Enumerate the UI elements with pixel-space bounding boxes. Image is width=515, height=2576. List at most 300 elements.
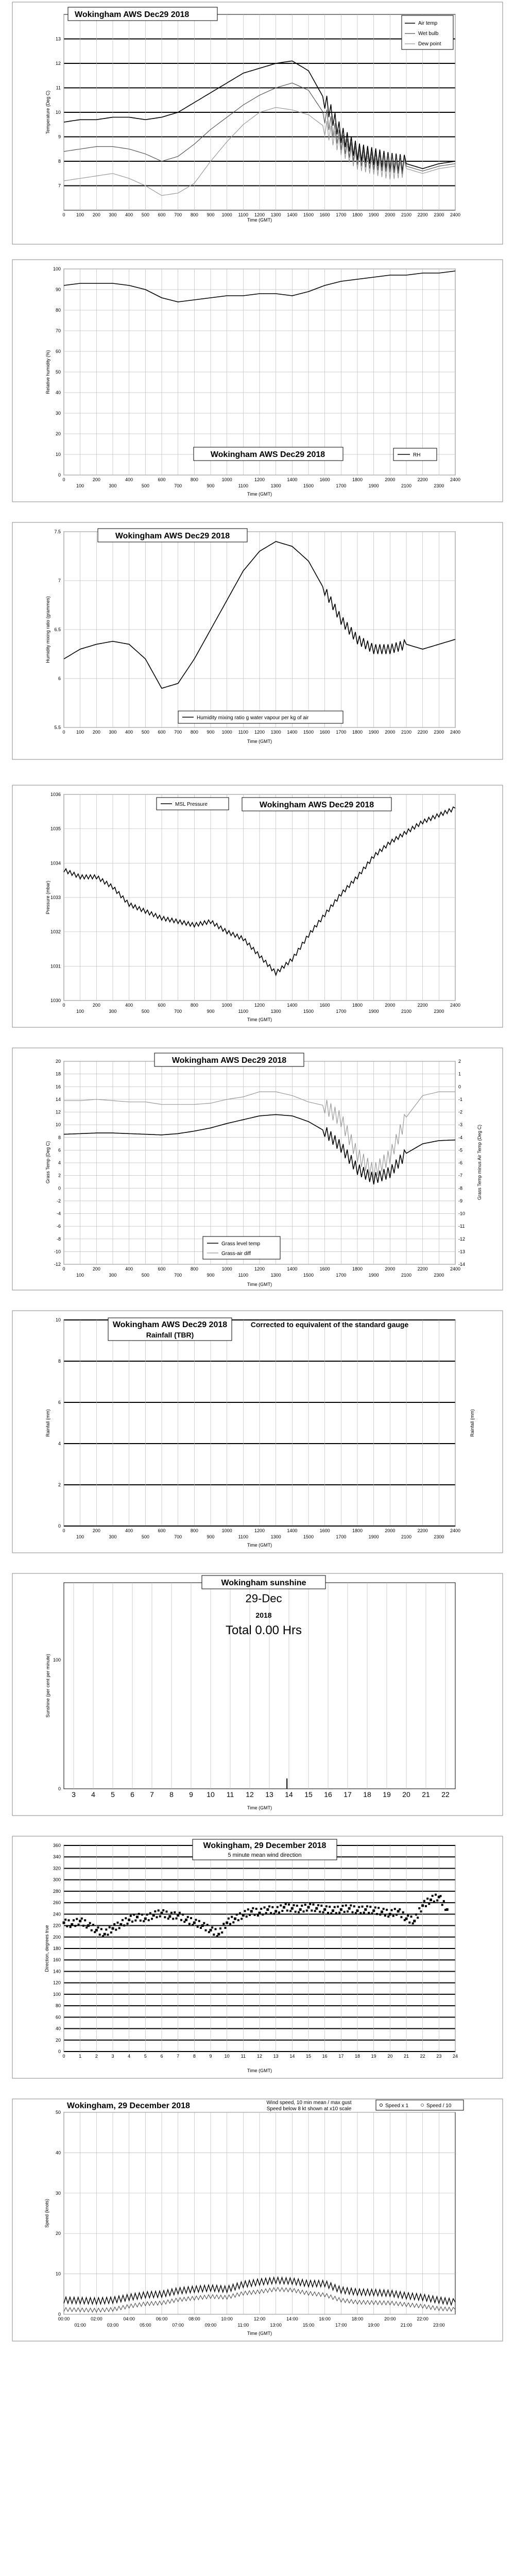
wind-direction-point <box>433 1901 435 1903</box>
legend-speed-x1: Speed x 1 <box>385 2103 409 2109</box>
y-tick-label: 180 <box>53 1946 61 1951</box>
wind-direction-point <box>387 1916 389 1918</box>
wind-direction-point <box>278 1911 280 1913</box>
chart-title: Wokingham AWS Dec29 2018 <box>115 532 230 540</box>
y-tick-label: 10 <box>55 2271 61 2277</box>
x-tick-label: 21:00 <box>400 2323 413 2328</box>
x-tick-label: 700 <box>174 212 182 217</box>
sunshine-total: Total 0.00 Hrs <box>225 1623 302 1637</box>
pressure-chart-panel <box>0 783 515 1030</box>
wind-direction-point <box>167 1918 169 1920</box>
wind-direction-point <box>134 1920 136 1922</box>
wind-direction-point <box>362 1906 364 1908</box>
x-tick-label: 19 <box>383 1790 391 1799</box>
x-tick-label: 14 <box>289 2054 295 2059</box>
y-tick-label: 8 <box>58 1134 61 1140</box>
x-tick-label: 600 <box>158 1266 166 1272</box>
x-tick-label: 12:00 <box>253 2316 266 2321</box>
wind-direction-point <box>301 1905 303 1907</box>
wind-direction-point <box>219 1927 221 1929</box>
y-tick-label: 1036 <box>50 792 61 797</box>
wind-direction-point <box>161 1912 163 1914</box>
wind-direction-point <box>192 1924 194 1926</box>
x-tick-label: 700 <box>174 1273 182 1278</box>
y-tick-label: 1031 <box>50 963 61 969</box>
wind-direction-point <box>311 1909 313 1911</box>
x-tick-label: 2100 <box>401 1273 412 1278</box>
y-axis-label: Speed (knots) <box>44 2198 49 2228</box>
wind-direction-point <box>112 1927 114 1930</box>
wind-direction-point <box>358 1906 360 1908</box>
wind-direction-point <box>435 1894 437 1896</box>
wind-direction-point <box>432 1895 434 1897</box>
chart-date: 29-Dec <box>245 1592 282 1605</box>
x-tick-label: 2100 <box>401 1009 412 1014</box>
wind-direction-point <box>376 1913 378 1915</box>
chart-note-speed: Wind speed, 10 min mean / max gust <box>266 2100 352 2106</box>
wind-direction-point <box>386 1909 388 1911</box>
x-tick-label: 2000 <box>385 730 396 735</box>
y-tick-label: 10 <box>55 452 61 457</box>
wind-direction-point <box>334 1906 336 1908</box>
pressure-chart <box>0 783 515 1030</box>
x-tick-label: 400 <box>125 212 133 217</box>
x-tick-label: 00:00 <box>58 2316 70 2321</box>
chart-subtitle: Rainfall (TBR) <box>146 1331 194 1339</box>
y-tick-label: 7 <box>58 183 61 189</box>
wind-direction-point <box>446 1908 449 1911</box>
x-tick-label: 600 <box>158 477 166 482</box>
x-tick-label: 500 <box>141 1009 149 1014</box>
wind-direction-point <box>156 1916 158 1918</box>
wind-direction-point <box>74 1925 76 1927</box>
wind-direction-point <box>342 1905 344 1907</box>
x-tick-label: 800 <box>190 730 198 735</box>
wind-direction-point <box>193 1922 196 1924</box>
y-tick-label: 6 <box>58 676 61 681</box>
rainfall-chart <box>0 1309 515 1556</box>
x-tick-label: 2300 <box>434 1534 444 1539</box>
wind-direction-point <box>140 1920 142 1922</box>
x-tick-label: 400 <box>125 1003 133 1008</box>
x-tick-label: 1300 <box>270 730 281 735</box>
x-tick-label: 2300 <box>434 212 444 217</box>
wind-direction-point <box>168 1915 171 1918</box>
y-tick-label: 40 <box>55 2150 61 2156</box>
x-tick-label: 300 <box>109 212 117 217</box>
wind-direction-point <box>213 1934 215 1936</box>
wind-direction-point <box>87 1924 90 1927</box>
wind-direction-point <box>225 1927 227 1929</box>
x-tick-label: 1700 <box>336 1009 347 1014</box>
wind-direction-point <box>340 1908 342 1911</box>
sunshine-chart-panel <box>0 1571 515 1819</box>
legend-dew-point: Dew point <box>418 41 441 47</box>
x-tick-label: 2200 <box>417 477 428 482</box>
x-tick-label: 2400 <box>450 1266 461 1272</box>
y2-tick-label: -12 <box>458 1236 466 1242</box>
wind-direction-point <box>337 1906 339 1908</box>
wind-direction-point <box>84 1919 86 1921</box>
y-tick-label: -6 <box>56 1224 61 1229</box>
wind-direction-point <box>304 1904 306 1906</box>
x-tick-label: 2200 <box>417 212 428 217</box>
x-tick-label: 1900 <box>368 730 379 735</box>
y2-tick-label: 1 <box>458 1071 461 1077</box>
x-tick-label: 500 <box>141 1273 149 1278</box>
x-tick-label: 2300 <box>434 483 444 488</box>
wind-direction-point <box>415 1913 417 1916</box>
x-tick-label: 100 <box>76 483 84 488</box>
wind-direction-point <box>217 1933 220 1936</box>
chart-title: Wokingham AWS Dec29 2018 <box>259 801 374 809</box>
x-tick-label: 18 <box>354 2054 360 2059</box>
x-tick-label: 2200 <box>417 730 428 735</box>
x-tick-label: 600 <box>158 1003 166 1008</box>
wind-direction-point <box>177 1914 179 1917</box>
x-tick-label: 23 <box>436 2054 442 2059</box>
wind-direction-point <box>198 1920 200 1922</box>
y2-axis-label: Rainfall (mm) <box>470 1409 475 1437</box>
x-tick-label: 21 <box>403 2054 409 2059</box>
x-tick-label: 07:00 <box>172 2323 184 2328</box>
y-tick-label: 30 <box>55 2190 61 2196</box>
wind-direction-point <box>289 1910 291 1912</box>
wind-direction-point <box>200 1927 202 1929</box>
y-tick-label: 10 <box>55 1122 61 1128</box>
y-tick-label: 13 <box>55 36 61 42</box>
wind-direction-point <box>325 1905 328 1907</box>
y-tick-label: 300 <box>53 1877 61 1883</box>
x-tick-label: 9 <box>209 2054 212 2059</box>
x-tick-label: 13 <box>265 1790 273 1799</box>
wind-direction-point <box>405 1918 408 1920</box>
y-tick-label: 30 <box>55 411 61 416</box>
wind-direction-point <box>379 1913 381 1916</box>
y2-tick-label: -9 <box>458 1198 463 1204</box>
x-tick-label: 03:00 <box>107 2323 119 2328</box>
x-tick-label: 900 <box>207 483 215 488</box>
x-tick-label: 2200 <box>417 1528 428 1533</box>
x-tick-label: 2000 <box>385 1266 396 1272</box>
x-tick-label: 600 <box>158 212 166 217</box>
x-tick-label: 12 <box>246 1790 254 1799</box>
x-tick-label: 0 <box>62 477 65 482</box>
x-axis-label: Time (GMT) <box>247 217 272 223</box>
y-tick-label: 14 <box>55 1096 61 1102</box>
wind-direction-point <box>389 1913 391 1916</box>
wind-speed-chart <box>0 2097 515 2344</box>
x-tick-label: 1500 <box>303 483 314 488</box>
y-tick-label: 1035 <box>50 826 61 832</box>
wind-direction-point <box>141 1913 143 1916</box>
x-tick-label: 900 <box>207 1534 215 1539</box>
x-tick-label: 1600 <box>319 212 330 217</box>
x-tick-label: 1300 <box>270 1009 281 1014</box>
x-tick-label: 900 <box>207 1273 215 1278</box>
x-tick-label: 2 <box>95 2054 98 2059</box>
y-tick-label: 0 <box>58 2312 61 2317</box>
legend <box>203 1236 280 1259</box>
x-tick-label: 2300 <box>434 1273 444 1278</box>
y2-tick-label: -11 <box>458 1224 465 1229</box>
wind-direction-point <box>266 1908 269 1911</box>
x-tick-label: 200 <box>92 1266 100 1272</box>
x-tick-label: 200 <box>92 730 100 735</box>
wind-direction-point <box>399 1908 401 1910</box>
wind-direction-point <box>320 1905 322 1907</box>
x-tick-label: 6 <box>130 1790 134 1799</box>
wind-direction-chart <box>0 1834 515 2081</box>
wind-direction-point <box>115 1929 117 1931</box>
wind-direction-point <box>280 1904 282 1906</box>
x-tick-label: 11 <box>241 2054 246 2059</box>
wind-direction-point <box>295 1911 297 1913</box>
x-tick-label: 1800 <box>352 730 363 735</box>
y2-tick-label: 2 <box>458 1059 461 1064</box>
x-tick-label: 800 <box>190 477 198 482</box>
x-tick-label: 2200 <box>417 1003 428 1008</box>
x-tick-label: 200 <box>92 477 100 482</box>
x-tick-label: 11:00 <box>237 2323 249 2328</box>
wind-direction-point <box>136 1916 139 1918</box>
y2-tick-label: -1 <box>458 1096 463 1102</box>
wind-direction-point <box>104 1933 106 1936</box>
wind-direction-point <box>356 1909 359 1912</box>
y-tick-label: 20 <box>55 431 61 436</box>
wind-direction-point <box>355 1912 357 1914</box>
x-tick-label: 2300 <box>434 1009 444 1014</box>
x-tick-label: 1000 <box>221 1266 232 1272</box>
y-tick-label: 220 <box>53 1923 61 1928</box>
wind-direction-point <box>110 1931 112 1934</box>
x-tick-label: 1900 <box>368 1009 379 1014</box>
x-tick-label: 1700 <box>336 483 347 488</box>
x-tick-label: 10 <box>207 1790 215 1799</box>
wind-direction-point <box>113 1923 115 1925</box>
x-tick-label: 08:00 <box>188 2316 200 2321</box>
x-tick-label: 800 <box>190 1266 198 1272</box>
wind-direction-point <box>327 1912 329 1914</box>
x-tick-label: 9 <box>189 1790 193 1799</box>
x-tick-label: 1000 <box>221 477 232 482</box>
wind-direction-point <box>397 1910 400 1912</box>
x-tick-label: 400 <box>125 477 133 482</box>
wind-direction-point <box>345 1904 347 1906</box>
x-tick-label: 1300 <box>270 483 281 488</box>
y2-tick-label: -10 <box>458 1211 466 1216</box>
x-tick-label: 2400 <box>450 1003 461 1008</box>
wind-direction-point <box>244 1910 246 1912</box>
wind-direction-point <box>249 1914 251 1916</box>
x-tick-label: 22 <box>420 2054 425 2059</box>
chart-subtitle: 5 minute mean wind direction <box>228 1852 302 1858</box>
y-tick-label: 7 <box>58 578 61 583</box>
wind-direction-point <box>133 1913 135 1916</box>
x-tick-label: 3 <box>111 2054 114 2059</box>
wind-direction-point <box>82 1925 84 1927</box>
wind-direction-point <box>359 1912 362 1914</box>
wind-direction-point <box>97 1926 99 1928</box>
x-tick-label: 1000 <box>221 1003 232 1008</box>
x-tick-label: 100 <box>76 730 84 735</box>
y-tick-label: 10 <box>55 110 61 115</box>
legend-air-temp: Air temp <box>418 21 438 26</box>
x-tick-label: 2000 <box>385 212 396 217</box>
wind-direction-point <box>119 1923 122 1926</box>
wind-direction-point <box>122 1919 124 1921</box>
wind-direction-point <box>443 1900 445 1902</box>
y-tick-label: 8 <box>58 159 61 164</box>
x-tick-label: 11 <box>226 1790 234 1799</box>
humidity-chart <box>0 258 515 505</box>
x-tick-label: 1600 <box>319 1003 330 1008</box>
y-axis-label: Humidity mixing ratio (grammes) <box>45 596 50 663</box>
x-tick-label: 1700 <box>336 212 347 217</box>
x-tick-label: 1700 <box>336 1273 347 1278</box>
x-tick-label: 15:00 <box>302 2323 315 2328</box>
x-tick-label: 500 <box>141 212 149 217</box>
x-tick-label: 800 <box>190 1528 198 1533</box>
wind-direction-point <box>426 1897 428 1900</box>
x-tick-label: 1100 <box>238 1273 249 1278</box>
x-tick-label: 19 <box>371 2054 376 2059</box>
y2-tick-label: -2 <box>458 1109 463 1115</box>
wind-direction-point <box>364 1908 367 1911</box>
x-tick-label: 1400 <box>287 730 298 735</box>
x-tick-label: 7 <box>177 2054 180 2059</box>
x-tick-label: 1900 <box>368 212 379 217</box>
x-tick-label: 0 <box>62 1528 65 1533</box>
wind-direction-point <box>76 1918 78 1920</box>
wind-direction-point <box>259 1912 261 1914</box>
wind-direction-point <box>374 1906 376 1908</box>
x-tick-label: 1800 <box>352 1528 363 1533</box>
wind-direction-point <box>352 1911 354 1913</box>
y-tick-label: -2 <box>56 1198 61 1204</box>
y-tick-label: 200 <box>53 1934 61 1940</box>
wind-direction-point <box>299 1908 302 1911</box>
x-tick-label: 300 <box>109 1009 117 1014</box>
y-tick-label: -8 <box>56 1236 61 1242</box>
x-tick-label: 1600 <box>319 1266 330 1272</box>
x-tick-label: 10 <box>224 2054 230 2059</box>
y-tick-label: 6.5 <box>54 627 61 632</box>
wind-direction-point <box>78 1924 80 1926</box>
y-tick-label: 0 <box>58 1185 61 1191</box>
wind-direction-point <box>347 1910 349 1912</box>
wind-direction-point <box>231 1916 233 1918</box>
wind-direction-point <box>274 1910 277 1912</box>
wind-direction-point <box>255 1908 258 1910</box>
y-tick-label: 320 <box>53 1866 61 1871</box>
wind-direction-point <box>164 1916 166 1918</box>
chart-title: Wokingham AWS Dec29 2018 <box>210 450 325 459</box>
wind-direction-point <box>203 1922 205 1924</box>
x-tick-label: 17 <box>344 1790 352 1799</box>
x-tick-label: 2200 <box>417 1266 428 1272</box>
y-tick-label: 12 <box>55 61 61 66</box>
x-tick-label: 1100 <box>238 1009 249 1014</box>
wind-direction-point <box>188 1923 191 1925</box>
wind-direction-point <box>149 1912 151 1914</box>
y-tick-label: 1032 <box>50 929 61 935</box>
x-tick-label: 800 <box>190 1003 198 1008</box>
x-tick-label: 1700 <box>336 1534 347 1539</box>
wind-direction-point <box>372 1909 375 1912</box>
x-tick-label: 1200 <box>254 1266 265 1272</box>
y-tick-label: 16 <box>55 1084 61 1090</box>
x-tick-label: 200 <box>92 1528 100 1533</box>
wind-direction-point <box>242 1914 245 1917</box>
wind-direction-point <box>348 1907 351 1910</box>
wind-direction-point <box>128 1919 130 1921</box>
x-tick-label: 1600 <box>319 730 330 735</box>
x-tick-label: 5 <box>144 2054 147 2059</box>
y-axis-label: Relative humidity (%) <box>45 350 50 394</box>
y-tick-label: 7.5 <box>54 529 61 534</box>
wind-direction-point <box>100 1928 102 1930</box>
x-tick-label: 600 <box>158 1528 166 1533</box>
x-tick-label: 100 <box>76 1534 84 1539</box>
wind-direction-point <box>257 1914 259 1917</box>
x-tick-label: 13:00 <box>270 2323 282 2328</box>
y-tick-label: 12 <box>55 1109 61 1115</box>
x-tick-label: 17 <box>338 2054 344 2059</box>
wind-direction-point <box>232 1921 234 1923</box>
wind-direction-point <box>211 1926 213 1928</box>
x-axis-label: Time (GMT) <box>247 739 272 744</box>
x-tick-label: 24 <box>452 2054 458 2059</box>
x-tick-label: 23:00 <box>433 2323 445 2328</box>
legend <box>402 15 453 49</box>
wind-direction-point <box>176 1918 178 1920</box>
x-tick-label: 2100 <box>401 483 412 488</box>
chart-title: Wokingham AWS Dec29 2018 <box>171 1056 287 1065</box>
chart-title: Wokingham sunshine <box>221 1579 306 1587</box>
x-tick-label: 06:00 <box>156 2316 168 2321</box>
x-tick-label: 2000 <box>385 1003 396 1008</box>
x-tick-label: 15 <box>304 1790 313 1799</box>
x-tick-label: 500 <box>141 730 149 735</box>
x-tick-label: 600 <box>158 730 166 735</box>
wind-direction-point <box>436 1900 438 1902</box>
y2-tick-label: -7 <box>458 1173 463 1178</box>
wind-direction-point <box>277 1906 279 1908</box>
wind-direction-point <box>64 1919 66 1921</box>
x-tick-label: 1400 <box>287 477 298 482</box>
wind-direction-point <box>391 1909 393 1911</box>
chart-year: 2018 <box>255 1611 272 1619</box>
x-tick-label: 7 <box>150 1790 154 1799</box>
y-tick-label: 120 <box>53 1980 61 1986</box>
y-tick-label: 2 <box>58 1173 61 1178</box>
wind-direction-point <box>293 1904 295 1906</box>
wind-direction-point <box>229 1923 231 1925</box>
sunshine-chart <box>0 1571 515 1819</box>
x-tick-label: 300 <box>109 730 117 735</box>
legend-mixing-ratio: Humidity mixing ratio g water vapour per kg of air <box>197 715 309 721</box>
x-tick-label: 2400 <box>450 730 461 735</box>
wind-direction-point <box>338 1911 340 1913</box>
wind-direction-point <box>366 1905 368 1907</box>
wind-direction-point <box>152 1914 155 1917</box>
wind-direction-point <box>102 1935 104 1937</box>
wind-direction-point <box>130 1915 132 1917</box>
x-tick-label: 200 <box>92 212 100 217</box>
wind-direction-point <box>207 1924 209 1926</box>
y-tick-label: -10 <box>54 1249 61 1255</box>
